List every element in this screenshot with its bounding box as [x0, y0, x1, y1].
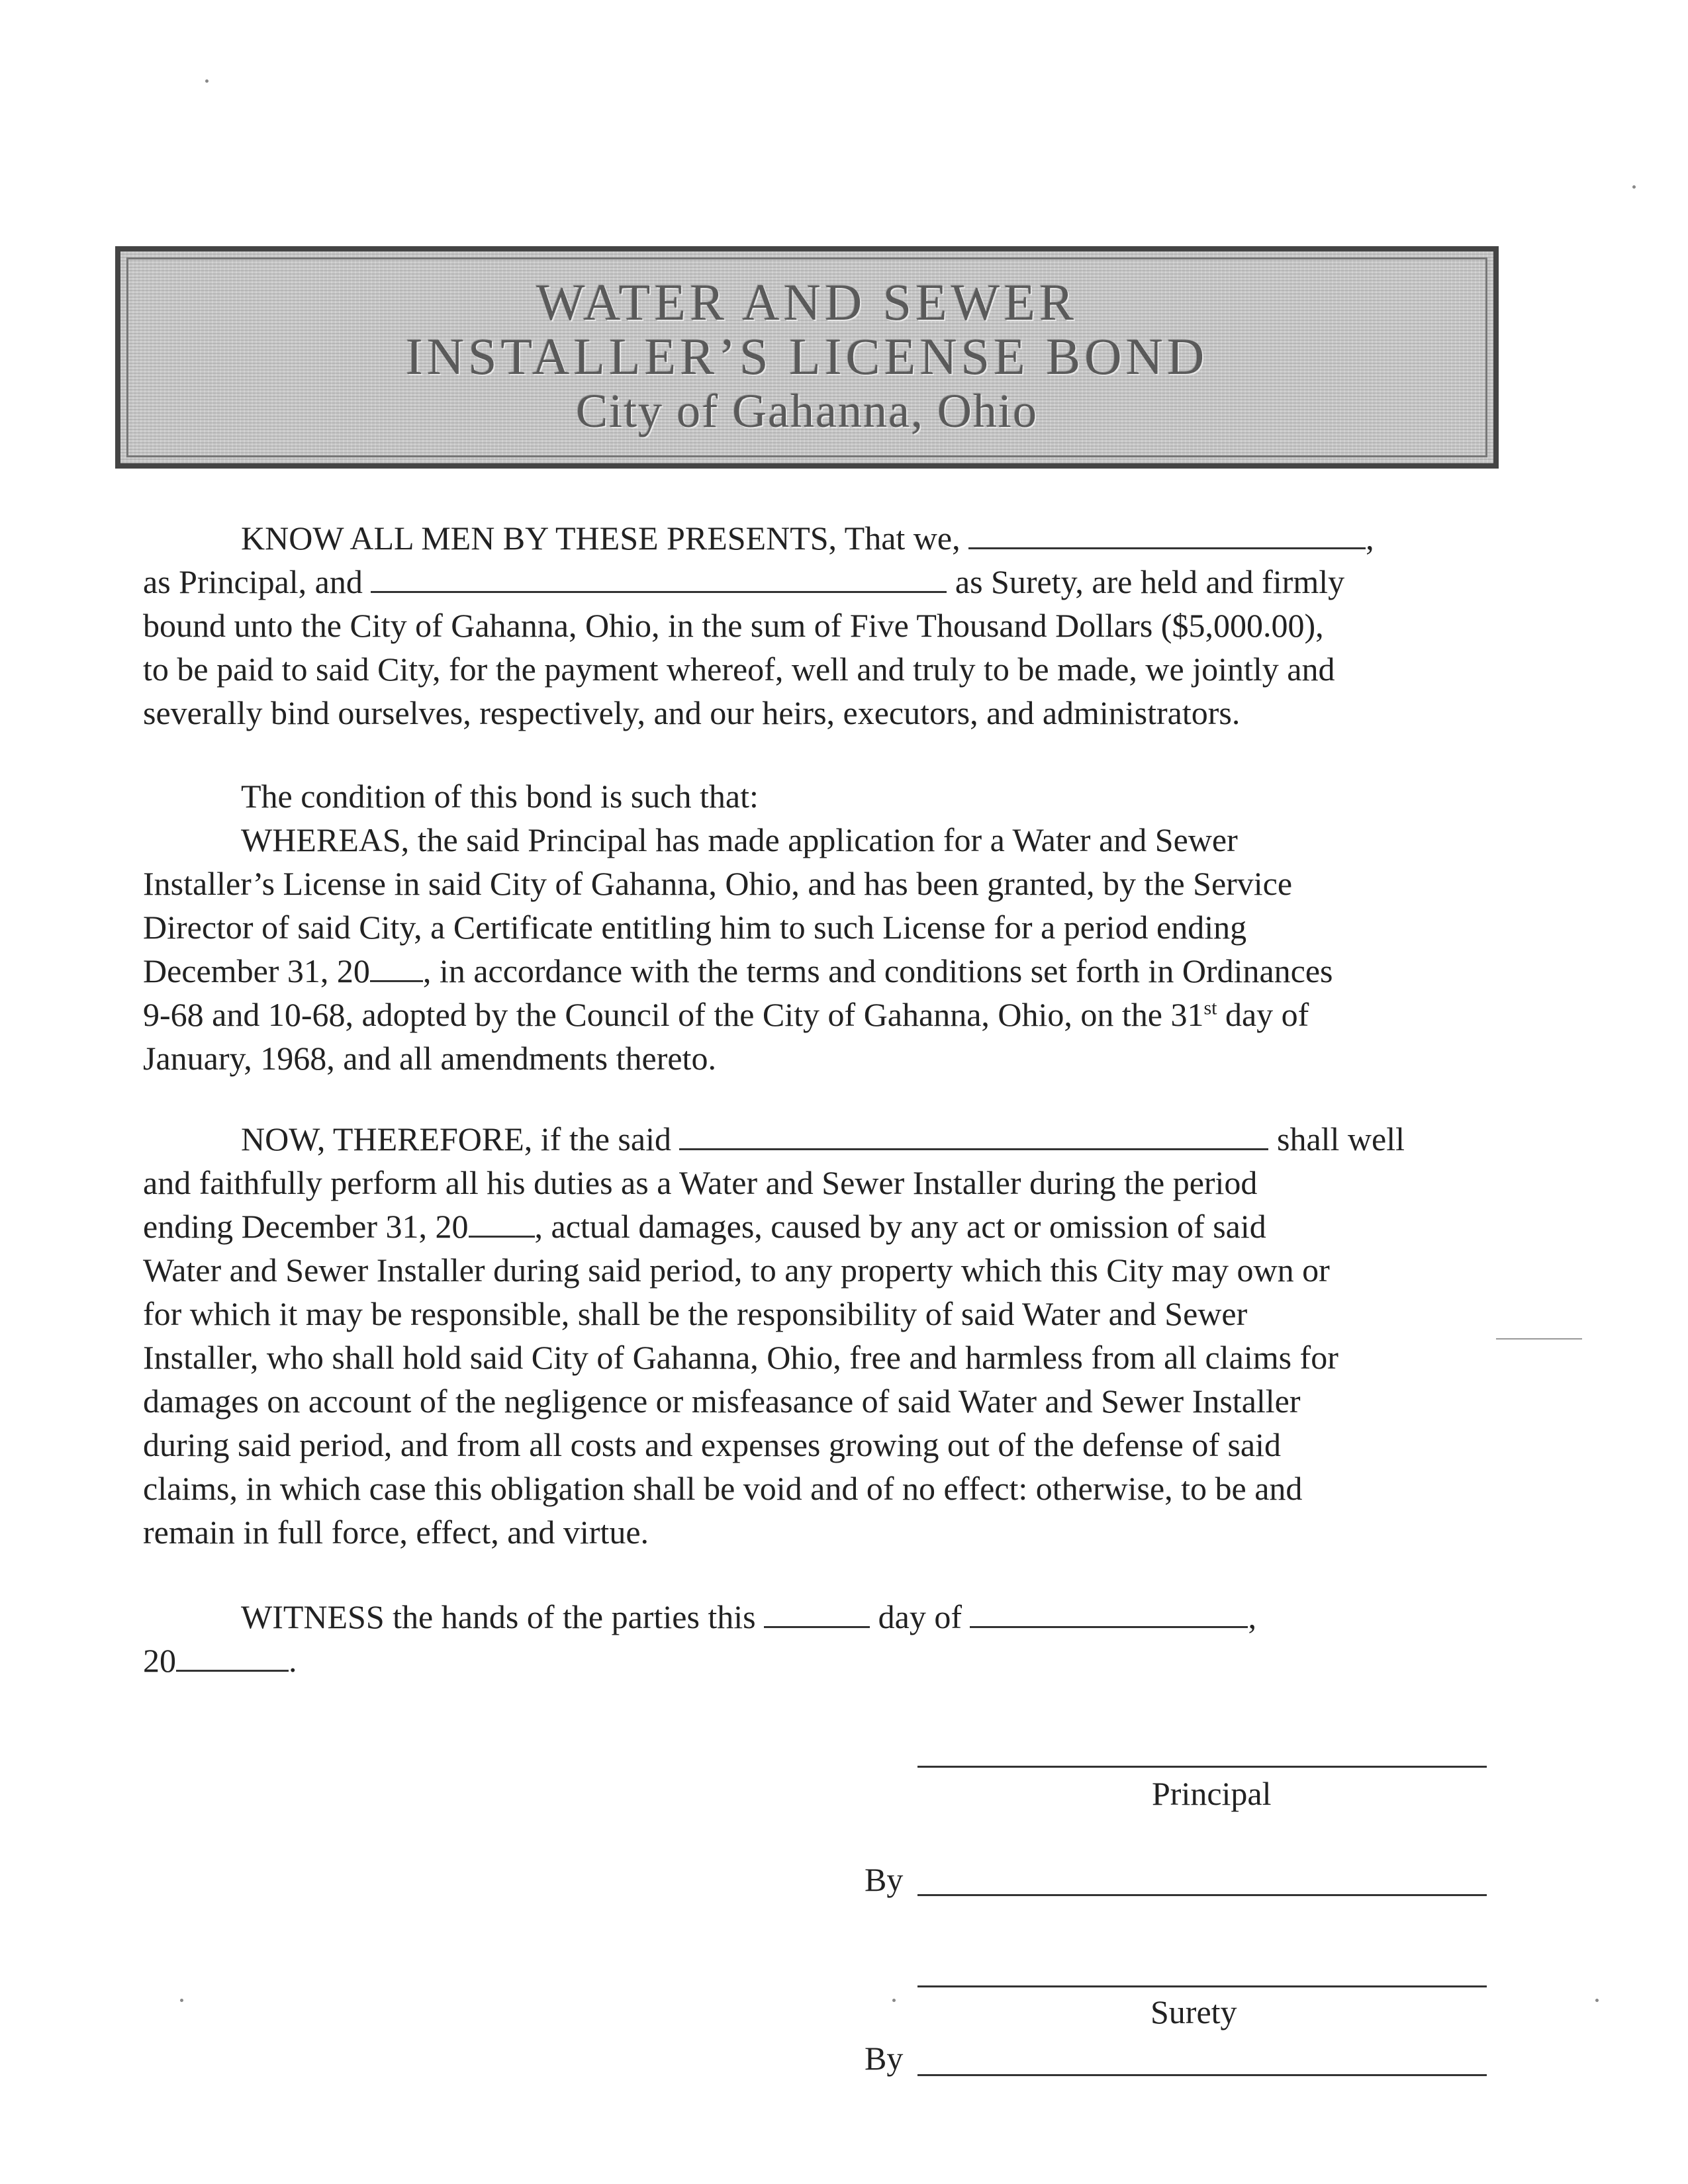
p3-line-8: during said period, and from all costs and expenses growing out of the defense of said: [143, 1426, 1282, 1463]
witness-year-blank[interactable]: [176, 1639, 289, 1672]
witness-line-1: WITNESS the hands of the parties this day of ,: [143, 1595, 1474, 1639]
p2-line-7: January, 1968, and all amendments thereto.: [143, 1040, 716, 1077]
p1-line-4: to be paid to said City, for the payment whereof, well and truly to be made, we jointly and: [143, 651, 1335, 688]
principal-label: Principal: [1152, 1775, 1272, 1812]
p3-line-3: ending December 31, 20 , actual damages, caused by any act or omission of said: [143, 1205, 1474, 1248]
scan-speck: [1632, 185, 1636, 189]
principal-signature-line[interactable]: [917, 1766, 1487, 1768]
p1-line-1: KNOW ALL MEN BY THESE PRESENTS, That we, ,: [143, 516, 1474, 560]
scan-artifact-line: [1496, 1338, 1582, 1340]
title-line-1: WATER AND SEWER: [536, 273, 1078, 331]
installer-name-blank[interactable]: [679, 1118, 1268, 1150]
principal-by-label: By: [865, 1861, 904, 1898]
p2-line-6: 9-68 and 10-68, adopted by the Council of the City of Gahanna, Ohio, on the 31st day of: [143, 996, 1309, 1033]
scan-speck: [180, 1999, 183, 2002]
p1-line-3: bound unto the City of Gahanna, Ohio, in the sum of Five Thousand Dollars ($5,000.00),: [143, 607, 1324, 644]
license-year-blank[interactable]: [370, 950, 423, 982]
p2-line-3: Installer’s License in said City of Gahanna, Ohio, and has been granted, by the Service: [143, 865, 1293, 902]
p2-line-5: December 31, 20 , in accordance with the terms and conditions set forth in Ordinances: [143, 949, 1474, 993]
p3-line-9: claims, in which case this obligation shall be void and of no effect: otherwise, to be and: [143, 1470, 1303, 1507]
scan-speck: [1595, 1999, 1599, 2002]
witness-clause: [143, 1595, 1474, 1682]
p3-line-2: and faithfully perform all his duties as a Water and Sewer Installer during the period: [143, 1164, 1258, 1201]
p3-line-1: NOW, THEREFORE, if the said shall well: [143, 1117, 1474, 1161]
title-banner: [115, 246, 1499, 469]
scan-speck: [205, 79, 209, 83]
scan-speck: [892, 1999, 896, 2002]
p1-line-5: severally bind ourselves, respectively, and our heirs, executors, and administrators.: [143, 694, 1241, 731]
witness-line-2: 20 .: [143, 1639, 1474, 1682]
period-year-blank[interactable]: [469, 1205, 535, 1238]
surety-by-label: By: [865, 2040, 904, 2077]
paragraph-condition: [143, 774, 1474, 1080]
title-line-2: INSTALLER’S LICENSE BOND: [405, 328, 1209, 385]
p2-line-4: Director of said City, a Certificate entitling him to such License for a period ending: [143, 909, 1247, 946]
p3-line-6: Installer, who shall hold said City of Gahanna, Ohio, free and harmless from all claims for: [143, 1339, 1338, 1376]
paragraph-now-therefore: [143, 1117, 1474, 1554]
p3-line-7: damages on account of the negligence or misfeasance of said Water and Sewer Installer: [143, 1383, 1301, 1420]
witness-month-blank[interactable]: [970, 1596, 1248, 1628]
surety-label: Surety: [1150, 1993, 1237, 2030]
title-line-3: City of Gahanna, Ohio: [576, 385, 1038, 437]
principal-name-blank[interactable]: [968, 517, 1366, 549]
paragraph-know-all-men: [143, 516, 1474, 735]
p3-line-10: remain in full force, effect, and virtue.: [143, 1514, 649, 1551]
p2-line-1: The condition of this bond is such that:: [241, 778, 759, 815]
surety-name-blank[interactable]: [371, 561, 947, 593]
principal-by-signature-line[interactable]: [917, 1894, 1487, 1896]
surety-by-signature-line[interactable]: [917, 2074, 1487, 2076]
witness-day-blank[interactable]: [764, 1596, 870, 1628]
p2-line-2: WHEREAS, the said Principal has made application for a Water and Sewer: [241, 821, 1238, 858]
surety-signature-line[interactable]: [917, 1985, 1487, 1987]
p3-line-5: for which it may be responsible, shall be the responsibility of said Water and Sewer: [143, 1295, 1248, 1332]
p1-line-2: as Principal, and as Surety, are held and firmly: [143, 560, 1474, 604]
p3-line-4: Water and Sewer Installer during said period, to any property which this City may own or: [143, 1251, 1330, 1289]
